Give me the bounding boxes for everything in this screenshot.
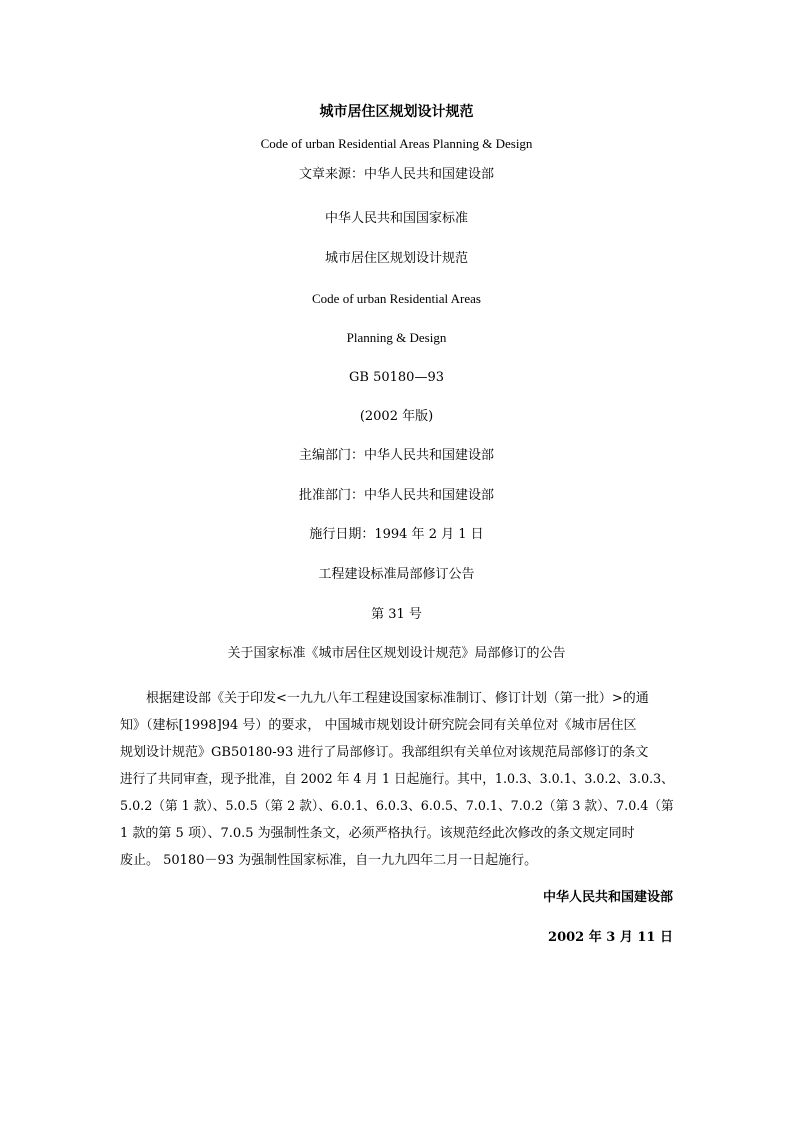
announcement-subject: 关于国家标准《城市居住区规划设计规范》局部修订的公告	[227, 646, 566, 661]
english-title-line-2: Planning & Design	[346, 330, 447, 345]
announcement-title: 工程建设标准局部修订公告	[318, 567, 475, 582]
announcement-number: 第 31 号	[371, 607, 422, 622]
body-line: 根据建设部《关于印发<一九九八年工程建设国家标准制订、修订计划（第一批）>的通	[120, 691, 649, 706]
announcement-body	[120, 685, 674, 874]
body-line: 进行了共同审查，现予批准，自 2002 年 4 月 1 日起施行。其中，1.0.3、3.0.1、3.0.2、3.0.3、	[120, 772, 674, 787]
standard-type: 中华人民共和国国家标准	[324, 211, 468, 226]
document-title: 城市居住区规划设计规范	[319, 104, 474, 120]
signature: 中华人民共和国建设部	[542, 890, 673, 905]
body-line: 知》（建标[1998]94 号）的要求， 中国城市规划设计研究院会同有关单位对《城市居住区	[120, 718, 637, 733]
effective-date: 施行日期：1994 年 2 月 1 日	[309, 527, 484, 542]
english-title: Code of urban Residential Areas Planning & Design	[260, 136, 533, 151]
body-line: 规划设计规范》GB50180-93 进行了局部修订。我部组织有关单位对该规范局部修订的条文	[120, 745, 649, 760]
editor-department: 主编部门：中华人民共和国建设部	[298, 448, 494, 463]
standard-code: GB 50180—93	[349, 370, 444, 385]
body-line: 1 款的第 5 项）、7.0.5 为强制性条文，必须严格执行。该规范经此次修改的条文规定同时	[120, 826, 635, 841]
edition: (2002 年版)	[359, 409, 434, 424]
sign-date: 2002 年 3 月 11 日	[548, 930, 673, 945]
chinese-title: 城市居住区规划设计规范	[324, 251, 468, 266]
article-source: 文章来源：中华人民共和国建设部	[298, 167, 494, 182]
approval-department: 批准部门：中华人民共和国建设部	[298, 488, 494, 503]
english-title-line-1: Code of urban Residential Areas	[312, 291, 481, 306]
body-line: 5.0.2（第 1 款）、5.0.5（第 2 款）、6.0.1、6.0.3、6.0.5、7.0.1、7.0.2（第 3 款）、7.0.4（第	[120, 799, 674, 814]
body-line: 废止。 50180－93 为强制性国家标准，自一九九四年二月一日起施行。	[120, 853, 538, 868]
